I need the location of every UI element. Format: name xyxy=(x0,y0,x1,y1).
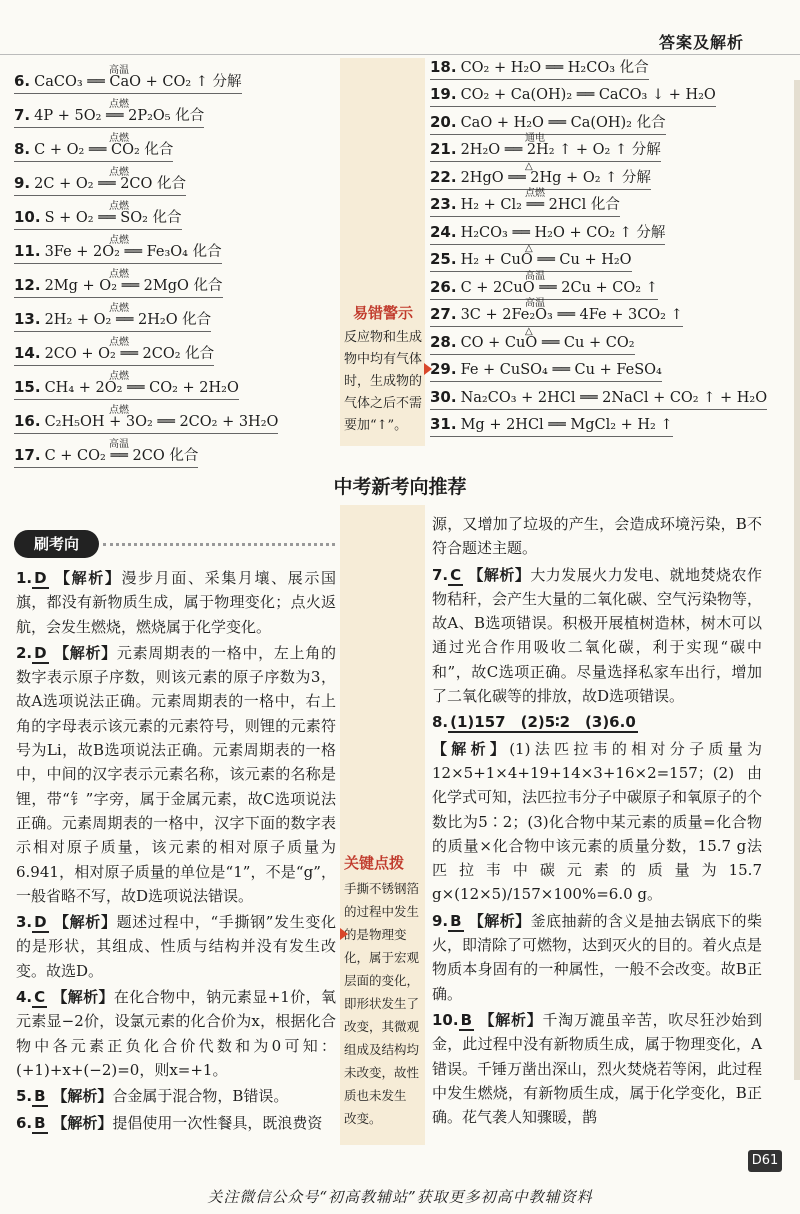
equation-row xyxy=(14,405,279,434)
right-equation-list xyxy=(430,52,790,437)
note-line: 未改变，故性 xyxy=(344,1065,420,1080)
analysis-text: 题述过程中，“手撕钢”发生变化的是形状，其组成、性质与结构并没有发生改变。故选D。 xyxy=(16,913,336,980)
analysis-text: (1)法匹拉韦的相对分子质量为12×5+1×4+19+14×3+16×2=157；(2)由化学式可知，法匹拉韦分子中碳原子和氧原子的个数比为5∶2；(3)化合物中某元素的质量=化合物的质量×化合物中该元素的质量分数，15.7 g法匹拉韦中碳元素的质量为15.7 g×(12×5)/157×100%=6.0 g。 xyxy=(432,739,763,904)
note-line: 反应物和生成 xyxy=(344,330,423,345)
equation-row xyxy=(14,303,212,332)
equation-row xyxy=(430,325,635,355)
equation-number: 12. xyxy=(14,276,41,294)
note-line: 的过程中发生 xyxy=(344,904,420,919)
answer-choice: B xyxy=(450,911,462,930)
reaction-condition: 高温 xyxy=(109,439,129,450)
error-warning-note xyxy=(342,302,424,437)
answer-choice: D xyxy=(34,913,47,932)
answer-item xyxy=(432,710,762,734)
note-line: 化，属于宏观 xyxy=(344,950,420,965)
equation-number: 11. xyxy=(14,242,41,260)
equation-text: Fe + CuSO₄ ══ Cu + FeSO₄ xyxy=(460,362,662,378)
right-answer-column xyxy=(432,512,762,1131)
equation-number: 13. xyxy=(14,310,41,328)
question-number: 4. xyxy=(16,988,33,1007)
equation-row xyxy=(430,358,662,382)
analysis-text: 元素周期表的一格中，左上角的数字表示原子序数，则该元素的原子序数为3，故A选项说法正确。元素周期表的一格中，右上角的字母表示该元素的元素符号，则锂的元素符号为Li，故B选项说法正确。元素周期表的一格中，中间的汉字表示元素名称，该元素的名称是锂，带“钅”字旁，属于金属元素，故C选项说法正确。元素周期表的一格中，汉字下面的数字表示相对原子质量，该元素的相对原子质量为6.941，相对原子质量的单位是“1”，不是“g”，一般省略不写，故D选项说法错误。 xyxy=(16,643,336,905)
reaction-condition: 点燃 xyxy=(109,201,129,212)
analysis-label: 【解析】 xyxy=(479,1010,543,1029)
answer-choice: C xyxy=(34,988,46,1007)
note-line: 即形状发生了 xyxy=(344,996,420,1011)
equation-number: 16. xyxy=(14,412,41,430)
analysis-text: 合金属于混合物，B错误。 xyxy=(112,1087,289,1106)
equation-row xyxy=(430,188,620,217)
equation-row xyxy=(14,201,182,230)
equation-text: Na₂CO₃ + 2HCl ══ 2NaCl + CO₂ ↑ + H₂O xyxy=(460,389,768,406)
equation-number: 25. xyxy=(430,250,457,268)
analysis-label: 【解析】 xyxy=(52,988,114,1007)
question-number: 5. xyxy=(16,1087,33,1106)
equation-text: 4P + 5O₂ ══ 2P₂O₅ 化合 xyxy=(34,108,205,124)
analysis-label: 【解析】 xyxy=(55,569,122,587)
equation-row xyxy=(14,133,174,162)
answer-choice: D xyxy=(34,643,47,662)
equation-row xyxy=(430,56,649,80)
equation-row xyxy=(14,439,199,468)
equation-number: 21. xyxy=(430,140,457,158)
equation-number: 17. xyxy=(14,446,41,464)
equation-text: C + O₂ ══ CO₂ 化合 xyxy=(34,142,174,158)
reaction-condition: △ xyxy=(525,243,533,254)
equation-row xyxy=(14,65,242,94)
equation-number: 14. xyxy=(14,344,41,362)
analysis-label: 【解析】 xyxy=(54,913,117,932)
equation-number: 19. xyxy=(430,85,457,103)
equation-text: 2H₂O ══ 2H₂ ↑ + O₂ ↑ 分解 xyxy=(460,142,661,158)
equation-row xyxy=(430,83,716,107)
note-line: 组成及结构均 xyxy=(344,1042,420,1057)
equation-row xyxy=(14,235,222,264)
reaction-condition: △ xyxy=(525,325,533,337)
answer-item xyxy=(432,512,762,561)
pointer-arrow-icon xyxy=(340,928,348,940)
equation-row xyxy=(14,371,239,400)
question-number: 2. xyxy=(16,643,33,662)
equation-text: H₂ + CuO ══ Cu + H₂O xyxy=(460,252,632,268)
answer-item xyxy=(16,985,336,1082)
equation-number: 23. xyxy=(430,195,457,213)
question-number: 8. xyxy=(432,713,449,732)
reaction-condition: 高温 xyxy=(525,270,545,282)
badge-label: 刷考向 xyxy=(14,530,99,558)
analysis-label: 【解析】 xyxy=(468,565,531,584)
equation-row xyxy=(430,413,673,437)
equation-number: 20. xyxy=(430,112,457,131)
answer-item xyxy=(16,1111,336,1135)
analysis-text: 源，又增加了垃圾的产生，会造成环境污染，B不符合题述主题。 xyxy=(432,515,762,558)
equation-number: 26. xyxy=(430,277,457,296)
equation-text: 3Fe + 2O₂ ══ Fe₃O₄ 化合 xyxy=(44,244,222,260)
analysis-text: 在化合物中，钠元素显+1价，氧元素显−2价，设氯元素的化合价为x，根据化合物中各元素正负化合价代数和为0可知：(+1)+x+(−2)=0，则x=+1。 xyxy=(16,988,336,1079)
equation-row xyxy=(14,99,205,128)
pointer-arrow-icon xyxy=(424,363,432,375)
page-header-title: 答案及解析 xyxy=(658,33,744,52)
answer-choice: D xyxy=(34,569,47,587)
equation-number: 10. xyxy=(14,208,41,226)
left-answer-column xyxy=(16,566,336,1137)
answer-choice: C xyxy=(450,565,462,584)
note-title: 关键点拨 xyxy=(344,854,405,872)
equation-text: 3C + 2Fe₂O₃ ══ 4Fe + 3CO₂ ↑ xyxy=(460,307,683,323)
answer-choice: (1)157 (2)5∶2 (3)6.0 xyxy=(450,713,636,732)
equation-row xyxy=(14,337,215,366)
equation-row xyxy=(14,167,187,196)
question-number: 3. xyxy=(16,913,33,932)
section-title: 中考新考向推荐 xyxy=(333,476,467,498)
reaction-condition: 点燃 xyxy=(109,303,129,314)
equation-text: 2Mg + O₂ ══ 2MgO 化合 xyxy=(44,278,223,294)
key-hint-note xyxy=(344,852,426,1130)
dotted-divider xyxy=(103,543,335,546)
answer-item xyxy=(16,1084,336,1108)
answer-item xyxy=(16,641,336,908)
equation-text: C + 2CuO ══ 2Cu + CO₂ ↑ xyxy=(460,279,658,296)
equation-text: 2C + O₂ ══ 2CO 化合 xyxy=(34,176,187,192)
equation-text: S + O₂ ══ SO₂ 化合 xyxy=(44,210,182,226)
note-line: 时，生成物的 xyxy=(344,374,423,389)
equation-row xyxy=(14,269,223,298)
equation-text: 2CO + O₂ ══ 2CO₂ 化合 xyxy=(44,346,215,362)
analysis-label: 【解析】 xyxy=(52,1113,113,1132)
equation-text: H₂CO₃ ══ H₂O + CO₂ ↑ 分解 xyxy=(460,224,666,241)
question-number: 7. xyxy=(432,565,449,584)
analysis-text: 大力发展火力发电、就地焚烧农作物秸秆，会产生大量的二氧化碳、空气污染物等，故A、B选项错误。积极开展植树造林，树木可以通过光合作用吸收二氧化碳，利于实现“碳中和”，故C选项正确。尽量选择私家车出行，增加了二氧化碳等的排放，故D选项错误。 xyxy=(432,565,763,706)
analysis-label: 【解析】 xyxy=(432,739,510,758)
equation-text: CO₂ + Ca(OH)₂ ══ CaCO₃ ↓ + H₂O xyxy=(460,87,716,103)
equation-text: CO₂ + H₂O ══ H₂CO₃ 化合 xyxy=(460,59,649,76)
equation-number: 18. xyxy=(430,57,457,76)
note-line: 质也未发生 xyxy=(344,1088,407,1103)
question-number: 1. xyxy=(16,569,33,587)
equation-row xyxy=(430,133,661,162)
reaction-condition: △ xyxy=(525,160,533,172)
note-line: 物中均有气体 xyxy=(344,352,423,367)
note-title: 易错警示 xyxy=(352,304,413,322)
reaction-condition: 点燃 xyxy=(109,133,129,144)
question-number: 6. xyxy=(16,1113,33,1132)
equation-number: 29. xyxy=(430,360,457,378)
reaction-condition: 高温 xyxy=(109,65,129,76)
note-line: 的是物理变 xyxy=(344,927,407,942)
equation-text: CaO + H₂O ══ Ca(OH)₂ 化合 xyxy=(460,114,666,131)
analysis-text: 漫步月面、采集月壤、展示国旗，都没有新物质生成，属于物理变化；点火返航，会发生燃烧，燃烧属于化学变化。 xyxy=(16,569,336,636)
answer-item xyxy=(432,1008,762,1129)
left-equation-list xyxy=(14,60,334,468)
question-number: 10. xyxy=(432,1010,459,1029)
analysis-text: 提倡使用一次性餐具，既浪费资 xyxy=(112,1113,323,1132)
equation-number: 22. xyxy=(430,167,457,186)
analysis-text: 釜底抽薪的含义是抽去锅底下的柴火，即清除了可燃物，达到灭火的目的。着火点是物质本身固有的一种属性，一般不会改变。故B正确。 xyxy=(432,911,763,1003)
equation-number: 31. xyxy=(430,415,457,433)
reaction-condition: 点燃 xyxy=(109,99,129,110)
equation-text: CaCO₃ ══ CaO + CO₂ ↑ 分解 xyxy=(34,74,242,90)
equation-text: C₂H₅OH + 3O₂ ══ 2CO₂ + 3H₂O xyxy=(44,414,279,430)
equation-row xyxy=(430,221,665,245)
equation-number: 27. xyxy=(430,305,457,323)
analysis-label: 【解析】 xyxy=(54,643,117,662)
reaction-condition: 点燃 xyxy=(109,167,129,178)
note-line: 气体之后不需 xyxy=(344,396,423,411)
equation-number: 7. xyxy=(14,106,31,124)
answer-item xyxy=(432,909,762,1006)
equation-row xyxy=(430,111,666,135)
answer-item xyxy=(432,737,762,907)
equation-text: CO + CuO ══ Cu + CO₂ xyxy=(460,334,635,351)
equation-text: CH₄ + 2O₂ ══ CO₂ + 2H₂O xyxy=(44,380,239,396)
equation-text: H₂ + Cl₂ ══ 2HCl 化合 xyxy=(460,197,620,213)
equation-text: C + CO₂ ══ 2CO 化合 xyxy=(44,448,199,464)
equation-number: 6. xyxy=(14,72,31,90)
answer-choice: B xyxy=(34,1113,46,1132)
equation-number: 30. xyxy=(430,387,457,406)
reaction-condition: 通电 xyxy=(525,133,545,144)
reaction-condition: 点燃 xyxy=(109,371,129,382)
equation-text: 2H₂ + O₂ ══ 2H₂O 化合 xyxy=(44,312,212,328)
equation-row xyxy=(430,298,683,327)
page-edge-strip xyxy=(794,80,800,1080)
note-line: 改变。 xyxy=(344,1111,382,1126)
reaction-condition: 点燃 xyxy=(109,405,129,416)
analysis-label: 【解析】 xyxy=(468,911,531,930)
footer-note: 关注微信公众号“初高教辅站”获取更多初高中教辅资料 xyxy=(207,1188,593,1206)
reaction-condition: 点燃 xyxy=(525,188,545,199)
equation-number: 9. xyxy=(14,174,31,192)
equation-number: 15. xyxy=(14,378,41,396)
note-line: 要加“↑”。 xyxy=(344,418,408,433)
equation-row xyxy=(430,386,767,410)
equation-number: 8. xyxy=(14,140,31,158)
answer-item xyxy=(432,563,762,709)
reaction-condition: 点燃 xyxy=(109,337,129,348)
analysis-label: 【解析】 xyxy=(52,1087,113,1106)
question-number: 9. xyxy=(432,911,449,930)
equation-number: 28. xyxy=(430,332,457,351)
reaction-condition: 点燃 xyxy=(109,269,129,280)
equation-text: Mg + 2HCl ══ MgCl₂ + H₂ ↑ xyxy=(460,417,673,433)
equation-number: 24. xyxy=(430,222,457,241)
page-number: D61 xyxy=(748,1150,782,1172)
answer-choice: B xyxy=(460,1010,473,1029)
note-line: 手撕不锈钢箔 xyxy=(344,881,420,896)
analysis-text: 千淘万漉虽辛苦，吹尽狂沙始到金，此过程中没有新物质生成，属于物理变化，A错误。千锤万凿出深山，烈火焚烧若等闲，此过程中发生燃烧，有新物质生成，属于化学变化，B正确。花气袭人知骤暖，鹊 xyxy=(432,1010,763,1127)
answer-item xyxy=(16,566,336,639)
reaction-condition: 高温 xyxy=(525,298,545,309)
note-line: 改变，其微观 xyxy=(344,1019,420,1034)
equation-text: 2HgO ══ 2Hg + O₂ ↑ 分解 xyxy=(460,169,651,186)
note-line: 层面的变化， xyxy=(344,973,420,988)
reaction-condition: 点燃 xyxy=(109,235,129,246)
answer-item xyxy=(16,910,336,983)
answer-choice: B xyxy=(34,1087,46,1106)
